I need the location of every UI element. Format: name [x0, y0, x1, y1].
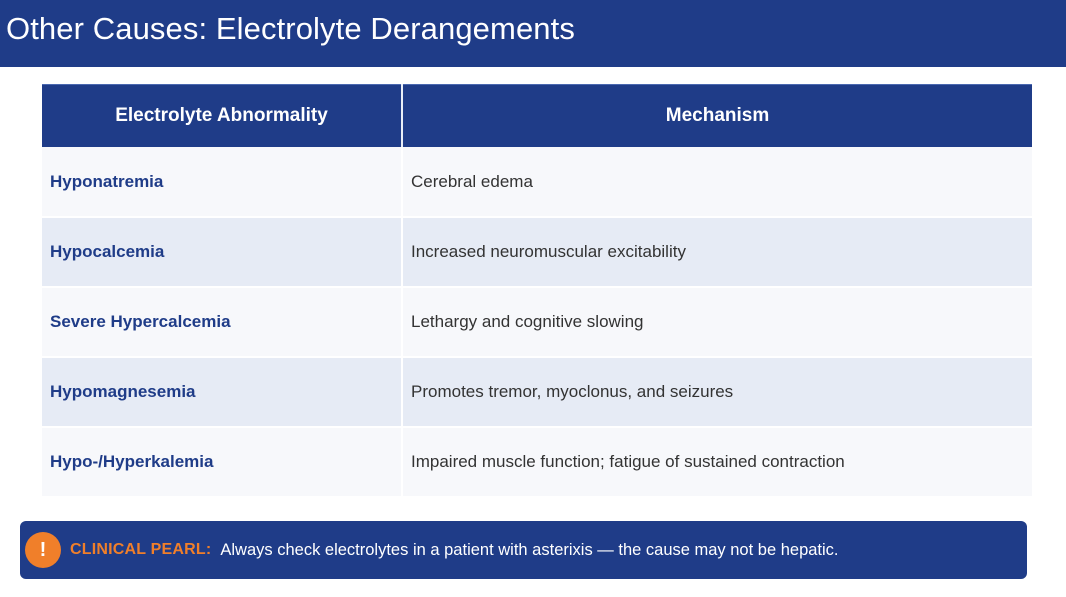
slide-title: Other Causes: Electrolyte Derangements — [6, 11, 575, 46]
clinical-pearl-callout — [20, 521, 1027, 579]
table-row — [42, 287, 1032, 357]
table-row — [42, 357, 1032, 427]
mechanism-cell: Cerebral edema — [402, 147, 1032, 217]
abnormality-cell: Severe Hypercalcemia — [42, 287, 402, 357]
header-mechanism: Mechanism — [402, 85, 1032, 148]
abnormality-cell: Hypomagnesemia — [42, 357, 402, 427]
table-row — [42, 217, 1032, 287]
mechanism-cell: Lethargy and cognitive slowing — [402, 287, 1032, 357]
table-row — [42, 427, 1032, 497]
clinical-pearl-label: CLINICAL PEARL: — [70, 541, 212, 558]
table-header — [42, 85, 1032, 148]
table-body — [42, 147, 1032, 497]
mechanism-cell: Promotes tremor, myoclonus, and seizures — [402, 357, 1032, 427]
clinical-pearl-text: Always check electrolytes in a patient with asterixis — the cause may not be hepatic. — [220, 540, 839, 559]
mechanism-cell: Increased neuromuscular excitability — [402, 217, 1032, 287]
title-bar — [0, 0, 1066, 67]
abnormality-cell: Hyponatremia — [42, 147, 402, 217]
mechanism-cell: Impaired muscle function; fatigue of sustained contraction — [402, 427, 1032, 497]
abnormality-cell: Hypocalcemia — [42, 217, 402, 287]
table-header-row — [42, 85, 1032, 148]
exclamation-icon: ! — [25, 532, 61, 568]
table-row — [42, 147, 1032, 217]
abnormality-cell: Hypo-/Hyperkalemia — [42, 427, 402, 497]
electrolyte-table — [42, 84, 1032, 498]
header-electrolyte-abnormality: Electrolyte Abnormality — [42, 85, 402, 148]
